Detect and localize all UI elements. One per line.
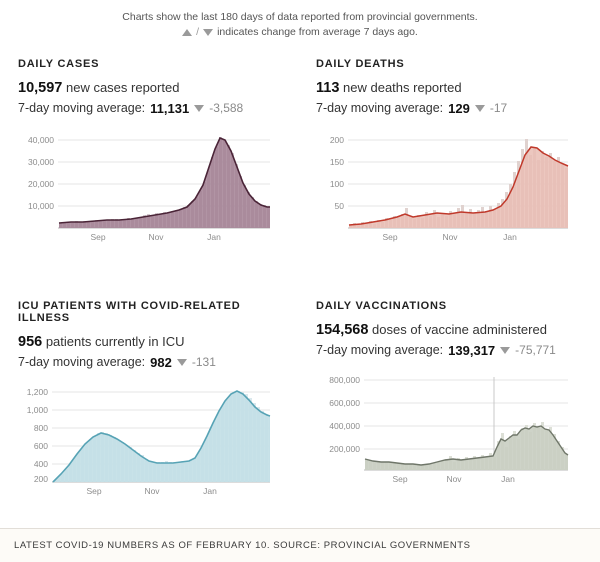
avg-value: 11,131 [150,101,190,116]
panel-average-line [18,100,286,117]
chart-svg [18,381,273,499]
svg-text:Jan: Jan [207,232,221,242]
delta-value: -131 [191,355,216,369]
delta-value: -3,588 [209,101,244,115]
x-tick-labels [86,486,217,496]
svg-text:400,000: 400,000 [329,421,360,431]
panel-average-line [316,100,588,117]
triangle-down-icon [194,105,204,112]
avg-label: 7-day moving average: [18,101,146,115]
svg-text:10,000: 10,000 [28,201,54,211]
svg-text:Nov: Nov [144,486,160,496]
svg-text:Sep: Sep [382,232,398,242]
delta-value: -17 [489,101,508,115]
panel-daily-vaccinations [300,294,600,536]
stat-value: 113 [316,80,340,96]
y-tick-labels [27,387,49,484]
area-fill [349,147,568,228]
avg-value: 129 [448,101,470,116]
svg-text:Nov: Nov [442,232,458,242]
panel-average-line [18,354,286,371]
stat-value: 10,597 [18,80,63,96]
svg-text:200: 200 [33,474,48,484]
triangle-down-icon [475,105,485,112]
y-tick-labels [329,375,360,454]
panel-stat-line [18,79,286,97]
avg-label: 7-day moving average: [18,355,146,369]
stat-value: 154,568 [316,322,369,338]
svg-text:50: 50 [334,201,344,211]
svg-text:20,000: 20,000 [28,179,54,189]
y-tick-labels [28,135,54,211]
avg-label: 7-day moving average: [316,343,444,357]
area-fill [53,391,270,482]
svg-text:Sep: Sep [392,474,408,484]
panel-stat-line [316,321,588,339]
svg-text:600: 600 [33,441,48,451]
svg-text:1,000: 1,000 [26,405,48,415]
svg-text:Jan: Jan [203,486,217,496]
triangle-up-icon [182,29,192,36]
svg-text:200,000: 200,000 [329,444,360,454]
intro-line-1: Charts show the last 180 days of data reported from provincial governments. [122,11,478,23]
chart-icu-patients [18,381,273,499]
svg-text:Nov: Nov [446,474,462,484]
svg-text:1,200: 1,200 [26,387,48,397]
svg-text:600,000: 600,000 [329,398,360,408]
x-tick-labels [382,232,517,242]
svg-text:400: 400 [33,459,48,469]
svg-text:800: 800 [33,423,48,433]
triangle-down-icon [203,29,213,36]
panel-title: DAILY VACCINATIONS [316,300,447,312]
stat-suffix: new cases reported [65,80,180,95]
intro-text [0,0,600,40]
x-tick-labels [90,232,221,242]
chart-daily-cases [18,127,273,245]
chart-daily-deaths [316,127,571,245]
intro-line-2 [0,25,600,40]
intro-line-2-text: indicates change from average 7 days ago. [217,26,418,38]
svg-text:100: 100 [329,179,344,189]
panel-icu-patients [0,294,300,536]
slash-separator: / [196,26,200,38]
avg-label: 7-day moving average: [316,101,444,115]
chart-daily-vaccinations [316,369,571,487]
triangle-down-icon [500,347,510,354]
x-tick-labels [392,474,515,484]
svg-text:Sep: Sep [90,232,106,242]
svg-text:150: 150 [329,157,344,167]
panel-stat-line [316,79,588,97]
svg-text:800,000: 800,000 [329,375,360,385]
svg-text:Nov: Nov [148,232,164,242]
chart-svg [18,127,273,245]
stat-value: 956 [18,334,43,350]
triangle-down-icon [177,359,187,366]
svg-text:200: 200 [329,135,344,145]
panel-title: ICU PATIENTS WITH COVID-RELATED ILLNESS [18,300,241,324]
stat-suffix: doses of vaccine administered [372,322,547,337]
svg-text:Jan: Jan [503,232,517,242]
svg-text:40,000: 40,000 [28,135,54,145]
panel-title: DAILY CASES [18,58,100,70]
y-tick-labels [330,135,344,211]
panel-title: DAILY DEATHS [316,58,405,70]
stat-suffix: patients currently in ICU [45,334,185,349]
panel-stat-line [18,333,286,351]
chart-svg [316,127,571,245]
panel-daily-cases [0,52,300,294]
chart-grid [0,52,600,536]
area-fill [59,138,270,228]
footer-source-note: LATEST COVID-19 NUMBERS AS OF FEBRUARY 10. SOURCE: PROVINCIAL GOVERNMENTS [0,528,600,562]
svg-text:30,000: 30,000 [28,157,54,167]
avg-value: 982 [150,355,172,370]
svg-text:Sep: Sep [86,486,102,496]
chart-svg [316,369,571,487]
panel-daily-deaths [300,52,600,294]
svg-text:Jan: Jan [501,474,515,484]
panel-average-line [316,342,588,359]
avg-value: 139,317 [448,343,496,358]
stat-suffix: new deaths reported [343,80,462,95]
delta-value: -75,771 [515,343,556,357]
